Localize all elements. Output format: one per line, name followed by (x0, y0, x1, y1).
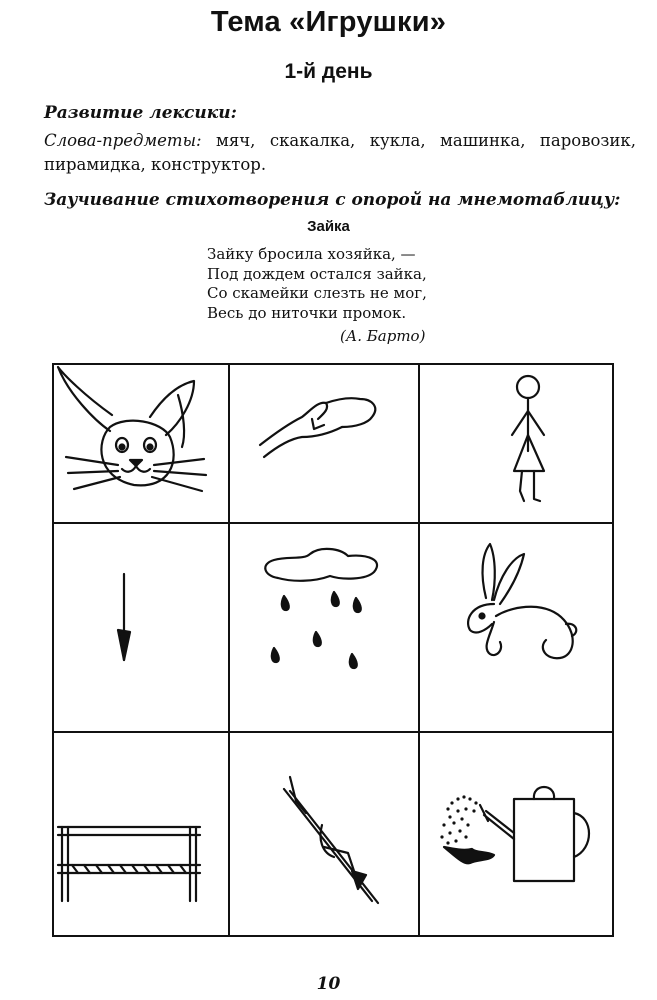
poem-author: (А. Барто) (340, 327, 426, 345)
day-subtitle: 1-й день (284, 60, 373, 83)
poem (207, 245, 427, 323)
mnemo-cell (230, 733, 418, 935)
bunny-face-icon (54, 365, 228, 522)
mnemo-cell (54, 524, 228, 731)
poem-line: Зайку бросила хозяйка, — (207, 245, 416, 263)
vocab-words: мяч, скакалка, кукла, машинка, паровозик, пирамидка, конструктор. (44, 131, 636, 174)
mnemo-cell (54, 733, 228, 935)
mnemo-cell (420, 733, 612, 935)
mnemo-cell (230, 524, 418, 731)
poem-line: Со скамейки слезть не мог, (207, 284, 427, 302)
mnemo-cell (420, 524, 612, 731)
poem-title: Зайка (307, 218, 350, 235)
vocab-heading: Развитие лексики: (44, 103, 237, 123)
page-title: Тема «Игрушки» (210, 6, 447, 38)
vocab-label: Слова-предметы: (44, 131, 202, 150)
down-arrow-icon (54, 524, 228, 731)
girl-icon (420, 365, 612, 522)
poem-line: Под дождем остался зайка, (207, 264, 427, 283)
mnemo-cell (420, 365, 612, 522)
vocab-paragraph (44, 129, 636, 177)
slide-down-icon (230, 733, 418, 935)
hand-icon (230, 365, 418, 522)
watering-can-icon (420, 733, 612, 935)
memorize-heading: Заучивание стихотворения с опорой на мнемотаблицу: (44, 190, 621, 210)
rain-cloud-icon (230, 524, 418, 731)
bench-icon (54, 733, 228, 935)
page-number: 10 (316, 974, 341, 994)
mnemo-cell (230, 365, 418, 522)
poem-line: Весь до ниточки промок. (207, 303, 407, 322)
mnemotable-grid (52, 363, 614, 937)
mnemo-cell (54, 365, 228, 522)
bunny-icon (420, 524, 612, 731)
